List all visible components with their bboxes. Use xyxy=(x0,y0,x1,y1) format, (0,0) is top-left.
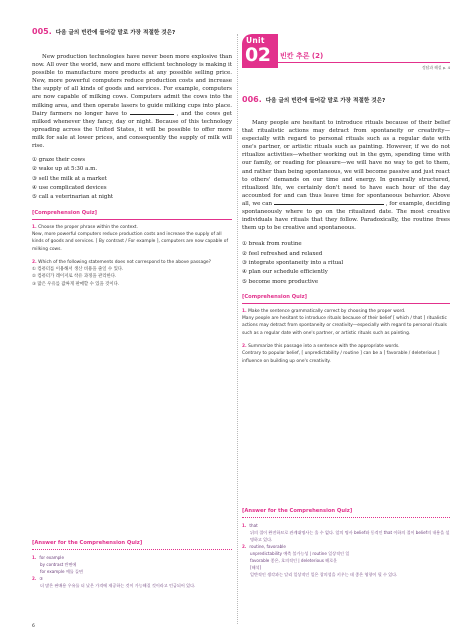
quiz-q2-option-3: ③ 많은 우유를 값싸게 판매할 수 있을 것이다. xyxy=(32,281,120,287)
quiz-q1-text: New, more powerful computers reduce production costs and increase the supply of all kinds of goods and services. [ By contrast / For example ], computers are now capable of milking cows. xyxy=(32,231,229,252)
question-header-006 xyxy=(242,96,450,105)
answer-1: that xyxy=(249,523,258,528)
passage-text-2: , for example, deciding spontaneously where to go on the ritualized date. The most creative individuals have rituals that they follow. Paradoxically, the routine frees them up to be creative and spontaneous. xyxy=(242,200,451,232)
question-number: 006. xyxy=(242,95,262,104)
passage-005 xyxy=(32,53,232,150)
option-4[interactable]: ④ plan our schedule efficiently xyxy=(242,269,328,276)
option-3[interactable]: ③ integrate spontaneity into a ritual xyxy=(242,259,344,266)
passage-text-1: Many people are hesitant to introduce rituals because of their belief that ritualistic actions may detract from spontaneity or creativity—especially with regard to personal rituals such as a regular date with one's partner, or artistic rituals such as painting. However, if we do not ritualize activities—whether working out in the gym, spending time with our family, or reading for pleasure—we will have no way to get to them, and rather than being spontaneous, we will become passive and just react to others' demands on our time and energy. In generally structured, ritualized life, we certainly don't need to have each hour of the day accounted for and can thus leave time for spontaneous behavior. Above all, we can xyxy=(242,120,450,207)
unit-title: 빈칸 추론 (2) xyxy=(280,52,324,60)
passage-text-2: , and the cows get milked whenever they fancy, day or night. Because of this technology spreading across the United States, it will be possible to offer more milk for sale at lower prices, and consequently the supply of milk will rise. xyxy=(32,110,233,150)
unit-header xyxy=(242,28,450,72)
quiz-q2-prompt: Which of the following statements does not correspond to the above passage? xyxy=(38,259,211,265)
dotted-divider xyxy=(32,549,232,550)
option-2[interactable]: ② wake up at 5:30 a.m. xyxy=(32,166,98,173)
answer-blank xyxy=(130,110,174,115)
quiz-q2-text: Contrary to popular belief, [ unpredictability / routine ] can be a [ favorable / deleterious ] influence on building up one's creativity. xyxy=(242,351,440,364)
option-4[interactable]: ④ use complicated devices xyxy=(32,185,107,192)
divider-line xyxy=(242,303,450,304)
column-divider xyxy=(237,34,238,624)
passage-006 xyxy=(242,119,450,232)
answer-box-006 xyxy=(242,508,450,578)
answer-title: [Answer for the Comprehension Quiz] xyxy=(32,540,143,546)
unit-rule xyxy=(278,62,450,63)
unit-label: Unit xyxy=(246,36,265,45)
comprehension-quiz-005 xyxy=(32,224,232,288)
answer-1-number: 1. xyxy=(32,555,37,560)
answer-1-number: 1. xyxy=(242,523,247,528)
answer-blank xyxy=(274,200,384,205)
answer-1-note-a: by contrast 반면에 xyxy=(40,562,77,567)
comprehension-quiz-title: [Comprehension Quiz] xyxy=(32,209,98,216)
quiz-q2-prompt: Summarize this passage into a sentence with the appropriate words. xyxy=(248,343,400,349)
answer-2-translation-label: [해석] xyxy=(250,565,262,570)
question-number: 005. xyxy=(32,27,52,36)
option-1[interactable]: ① graze their cows xyxy=(32,157,86,164)
question-prompt: 다음 글의 빈칸에 들어갈 말로 가장 적절한 것은? xyxy=(265,98,386,104)
divider-line xyxy=(32,219,232,220)
option-5[interactable]: ⑤ become more productive xyxy=(242,278,319,285)
unit-number: 02 xyxy=(245,44,271,66)
answer-body xyxy=(32,554,232,589)
quiz-q1-prompt: Make the sentence grammatically correct by choosing the proper word. xyxy=(248,308,406,314)
quiz-q1-text: Many people are hesitant to introduce rituals because of their belief [ which / that ] ritualistic actions may detract from spontaneity or creativity—especially with regard to personal rituals such as a regular date with one's partner, or artistic rituals such as painting. xyxy=(242,316,447,336)
quiz-q2-number: 2. xyxy=(32,259,37,265)
comprehension-quiz-title: [Comprehension Quiz] xyxy=(242,293,308,300)
unit-badge xyxy=(242,34,278,68)
quiz-q2-option-1: ① 컴퓨터를 이용해서 생산 비용을 줄일 수 있다. xyxy=(32,267,124,273)
left-column xyxy=(32,28,232,288)
answer-2-vocab-b: favorable 좋은, 호의적인 | deleterious 해로운 xyxy=(250,558,338,563)
answer-body xyxy=(242,522,450,578)
comprehension-quiz-006 xyxy=(242,308,450,365)
answer-1-note-b: for example 예를 들면 xyxy=(40,569,83,574)
right-column xyxy=(242,96,450,365)
answer-options-005 xyxy=(32,156,232,202)
quiz-q1-number: 1. xyxy=(32,224,37,230)
quiz-q1-prompt: Choose the proper phrase within the context. xyxy=(38,224,138,230)
quiz-q1-number: 1. xyxy=(242,308,247,314)
answer-2-translation: 일반적인 생각과는 달리 일상적인 일은 창의성을 키우는 데 좋은 영향이 될 수 있다. xyxy=(250,572,398,577)
option-2[interactable]: ② feel refreshed and relaxed xyxy=(242,250,323,257)
answer-1: for example xyxy=(39,555,64,560)
answer-options-006 xyxy=(242,240,450,286)
question-prompt: 다음 글의 빈칸에 들어갈 말로 가장 적절한 것은? xyxy=(55,30,176,36)
page-number: 6 xyxy=(32,624,35,629)
dotted-divider xyxy=(242,517,450,518)
option-5[interactable]: ⑤ call a veterinarian at night xyxy=(32,194,114,201)
answer-2-vocab-a: unpredictability 예측 불가능성 | routine 일상적인 일 xyxy=(250,551,350,556)
answer-1-note: 뒤의 절이 완전하므로 관계대명사는 올 수 없다. 앞의 명사 belief와 동격인 that 이하의 절이 belief의 내용을 설명하고 있다. xyxy=(250,530,450,542)
question-header-005 xyxy=(32,28,232,37)
option-3[interactable]: ③ sell the milk at a market xyxy=(32,175,107,182)
option-1[interactable]: ① break from routine xyxy=(242,241,302,248)
answer-2-note: 더 많은 판매용 우유를 더 낮은 가격에 제공하는 것이 가능해질 것이라고 언급되어 있다. xyxy=(40,583,196,588)
answer-2: routine, favorable xyxy=(249,544,286,549)
quiz-q2-option-2: ② 컴퓨터가 레이저로 착유 과정을 관리한다. xyxy=(32,274,117,280)
answer-2: ③ xyxy=(39,576,44,581)
answer-2-number: 2. xyxy=(242,544,247,549)
answer-box-005 xyxy=(32,540,232,589)
answer-reference: 정답과 해설 p. 4 xyxy=(422,65,450,70)
answer-title: [Answer for the Comprehension Quiz] xyxy=(242,508,353,514)
quiz-q2-number: 2. xyxy=(242,343,247,349)
passage-text-1: New production technologies have never been more explosive than now. All over the world, new and more efficient technology is making it possible to manufacture more products at any possible selling price. New, more powerful computers reduce production costs and increase the supply of all kinds of goods and services. For example, computers are now capable of milking cows. Computers admit the cows into the milking area, and then operate lasers to guide milking cups into place. Dairy farmers no longer have to xyxy=(32,54,232,117)
answer-2-number: 2. xyxy=(32,576,37,581)
